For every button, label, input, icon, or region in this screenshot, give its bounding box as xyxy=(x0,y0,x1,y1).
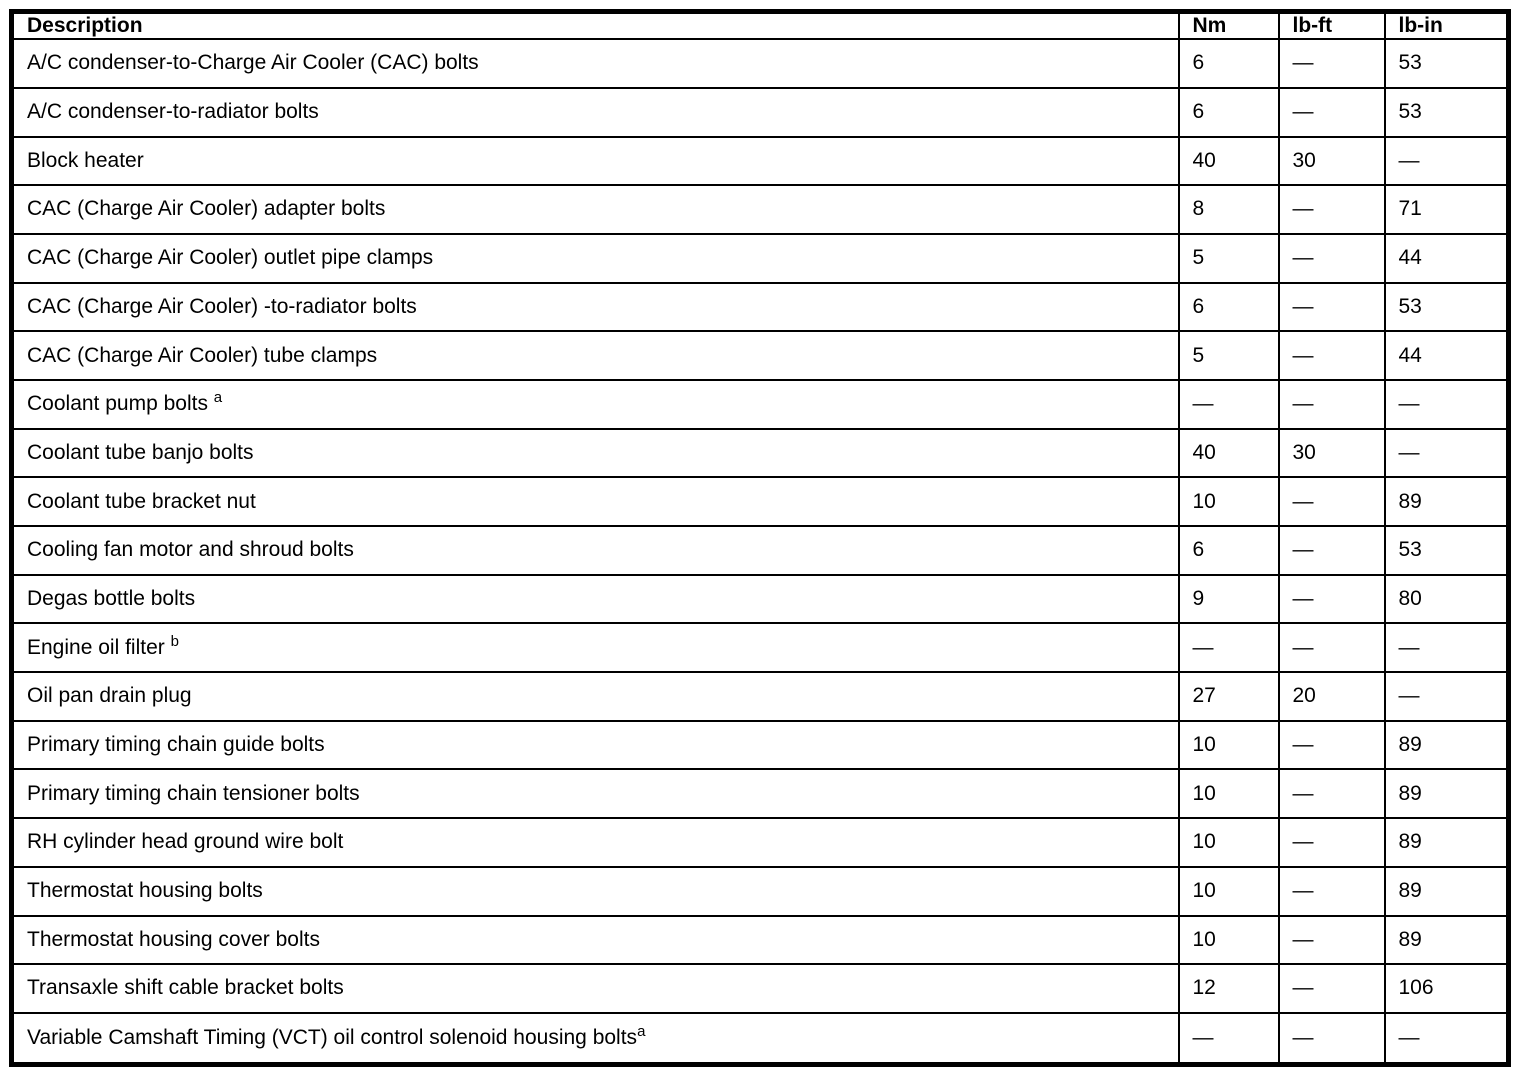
lb-ft-cell: — xyxy=(1279,623,1385,672)
lb-ft-cell: — xyxy=(1279,283,1385,332)
nm-cell: 5 xyxy=(1179,331,1279,380)
col-header-lb-in: lb-in xyxy=(1385,12,1509,40)
lb-ft-cell: — xyxy=(1279,526,1385,575)
lb-ft-cell: — xyxy=(1279,867,1385,916)
nm-cell: — xyxy=(1179,623,1279,672)
nm-cell: — xyxy=(1179,1013,1279,1065)
nm-cell: 6 xyxy=(1179,283,1279,332)
lb-ft-cell: — xyxy=(1279,818,1385,867)
nm-cell: 10 xyxy=(1179,916,1279,965)
table-row xyxy=(12,380,1509,429)
table-row xyxy=(12,721,1509,770)
lb-ft-cell: — xyxy=(1279,477,1385,526)
table-row xyxy=(12,137,1509,186)
lb-in-cell: 89 xyxy=(1385,721,1509,770)
header-row xyxy=(12,12,1509,40)
lb-in-cell: — xyxy=(1385,1013,1509,1065)
description-cell: Coolant tube banjo bolts xyxy=(12,429,1179,478)
description-cell: Thermostat housing cover bolts xyxy=(12,916,1179,965)
table-row xyxy=(12,623,1509,672)
description-cell: CAC (Charge Air Cooler) -to-radiator bolts xyxy=(12,283,1179,332)
description-cell: Degas bottle bolts xyxy=(12,575,1179,624)
table-row xyxy=(12,331,1509,380)
nm-cell: 10 xyxy=(1179,818,1279,867)
lb-in-cell: 106 xyxy=(1385,964,1509,1013)
lb-in-cell: 89 xyxy=(1385,818,1509,867)
lb-ft-cell: — xyxy=(1279,39,1385,88)
lb-in-cell: 71 xyxy=(1385,185,1509,234)
lb-ft-cell: — xyxy=(1279,234,1385,283)
lb-in-cell: — xyxy=(1385,429,1509,478)
lb-in-cell: 53 xyxy=(1385,88,1509,137)
lb-in-cell: — xyxy=(1385,137,1509,186)
description-cell: Primary timing chain tensioner bolts xyxy=(12,769,1179,818)
lb-ft-cell: — xyxy=(1279,575,1385,624)
nm-cell: 27 xyxy=(1179,672,1279,721)
lb-in-cell: 80 xyxy=(1385,575,1509,624)
nm-cell: 40 xyxy=(1179,137,1279,186)
description-cell: CAC (Charge Air Cooler) outlet pipe clamps xyxy=(12,234,1179,283)
table-row xyxy=(12,526,1509,575)
description-cell: RH cylinder head ground wire bolt xyxy=(12,818,1179,867)
table-row xyxy=(12,867,1509,916)
table-row xyxy=(12,672,1509,721)
description-cell: Cooling fan motor and shroud bolts xyxy=(12,526,1179,575)
lb-in-cell: 53 xyxy=(1385,39,1509,88)
lb-in-cell: 44 xyxy=(1385,234,1509,283)
description-cell: Engine oil filter $^b$ xyxy=(12,623,1179,672)
nm-cell: 8 xyxy=(1179,185,1279,234)
nm-cell: 10 xyxy=(1179,769,1279,818)
description-cell: Oil pan drain plug xyxy=(12,672,1179,721)
table-row xyxy=(12,818,1509,867)
nm-cell: 6 xyxy=(1179,88,1279,137)
table-row xyxy=(12,234,1509,283)
nm-cell: 40 xyxy=(1179,429,1279,478)
lb-ft-cell: — xyxy=(1279,88,1385,137)
lb-ft-cell: — xyxy=(1279,721,1385,770)
description-cell: Transaxle shift cable bracket bolts xyxy=(12,964,1179,1013)
table-row xyxy=(12,964,1509,1013)
lb-ft-cell: — xyxy=(1279,1013,1385,1065)
lb-ft-cell: — xyxy=(1279,380,1385,429)
table-row xyxy=(12,429,1509,478)
description-cell: Coolant tube bracket nut xyxy=(12,477,1179,526)
lb-in-cell: — xyxy=(1385,672,1509,721)
table-body xyxy=(12,39,1509,1064)
description-cell: Block heater xyxy=(12,137,1179,186)
table-row xyxy=(12,88,1509,137)
nm-cell: — xyxy=(1179,380,1279,429)
description-cell: Thermostat housing bolts xyxy=(12,867,1179,916)
footnote-marker: a xyxy=(637,1022,646,1040)
lb-ft-cell: — xyxy=(1279,916,1385,965)
nm-cell: 6 xyxy=(1179,39,1279,88)
lb-ft-cell: 30 xyxy=(1279,429,1385,478)
table-row xyxy=(12,769,1509,818)
description-cell: A/C condenser-to-radiator bolts xyxy=(12,88,1179,137)
table-row xyxy=(12,283,1509,332)
description-cell: Coolant pump bolts $^a$ xyxy=(12,380,1179,429)
description-cell: Primary timing chain guide bolts xyxy=(12,721,1179,770)
nm-cell: 10 xyxy=(1179,867,1279,916)
lb-in-cell: 53 xyxy=(1385,526,1509,575)
table-row xyxy=(12,916,1509,965)
nm-cell: 12 xyxy=(1179,964,1279,1013)
table-row xyxy=(12,477,1509,526)
lb-ft-cell: — xyxy=(1279,185,1385,234)
footnote-marker: b xyxy=(170,632,179,650)
lb-ft-cell: — xyxy=(1279,964,1385,1013)
lb-in-cell: — xyxy=(1385,380,1509,429)
col-header-nm: Nm xyxy=(1179,12,1279,40)
col-header-lb-ft: lb-ft xyxy=(1279,12,1385,40)
lb-in-cell: 89 xyxy=(1385,916,1509,965)
description-cell: CAC (Charge Air Cooler) adapter bolts xyxy=(12,185,1179,234)
description-cell: CAC (Charge Air Cooler) tube clamps xyxy=(12,331,1179,380)
nm-cell: 10 xyxy=(1179,477,1279,526)
description-cell: A/C condenser-to-Charge Air Cooler (CAC) bolts xyxy=(12,39,1179,88)
lb-ft-cell: 30 xyxy=(1279,137,1385,186)
lb-ft-cell: 20 xyxy=(1279,672,1385,721)
lb-in-cell: 89 xyxy=(1385,867,1509,916)
table-row xyxy=(12,575,1509,624)
torque-specifications-table xyxy=(9,9,1511,1067)
table-row xyxy=(12,185,1509,234)
table-row xyxy=(12,1013,1509,1065)
lb-in-cell: 89 xyxy=(1385,477,1509,526)
lb-in-cell: 44 xyxy=(1385,331,1509,380)
lb-in-cell: 89 xyxy=(1385,769,1509,818)
lb-in-cell: — xyxy=(1385,623,1509,672)
table-row xyxy=(12,39,1509,88)
lb-ft-cell: — xyxy=(1279,331,1385,380)
description-cell: Variable Camshaft Timing (VCT) oil control solenoid housing bolts$^a$ xyxy=(12,1013,1179,1065)
nm-cell: 10 xyxy=(1179,721,1279,770)
nm-cell: 6 xyxy=(1179,526,1279,575)
lb-ft-cell: — xyxy=(1279,769,1385,818)
nm-cell: 5 xyxy=(1179,234,1279,283)
lb-in-cell: 53 xyxy=(1385,283,1509,332)
col-header-description: Description xyxy=(12,12,1179,40)
footnote-marker: a xyxy=(213,389,223,407)
nm-cell: 9 xyxy=(1179,575,1279,624)
